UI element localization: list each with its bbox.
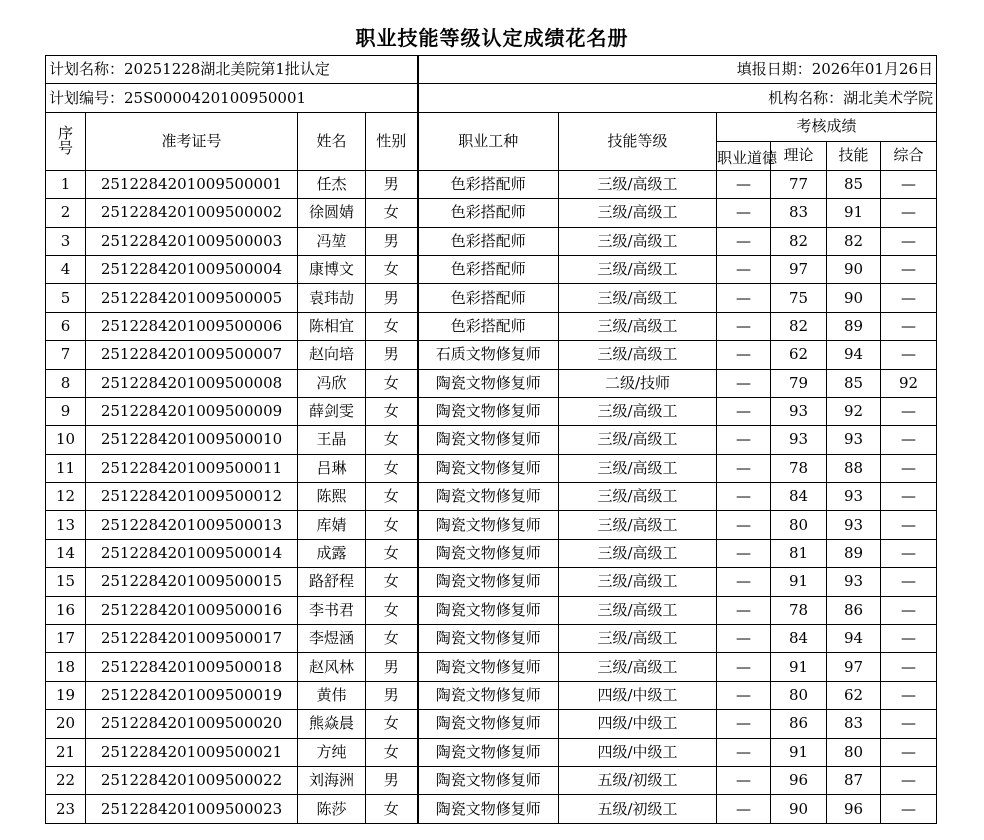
cell-level: 三级/高级工 (559, 312, 717, 340)
cell-level: 四级/中级工 (559, 681, 717, 709)
cell-prof: — (717, 397, 771, 425)
cell-seq: 3 (46, 227, 86, 255)
cell-gender: 女 (366, 397, 418, 425)
cell-ticket: 2512284201009500008 (86, 369, 298, 397)
table-row (46, 255, 937, 283)
cell-name: 袁玮劼 (298, 284, 366, 312)
table-row (46, 511, 937, 539)
cell-skill: 62 (827, 681, 881, 709)
cell-prof: — (717, 653, 771, 681)
cell-seq: 11 (46, 454, 86, 482)
cell-ticket: 2512284201009500006 (86, 312, 298, 340)
cell-seq: 4 (46, 255, 86, 283)
cell-occupation: 陶瓷文物修复师 (418, 426, 559, 454)
cell-overall: — (881, 539, 937, 567)
cell-name: 陈相宜 (298, 312, 366, 340)
table-row (46, 341, 937, 369)
cell-gender: 女 (366, 710, 418, 738)
cell-prof: — (717, 284, 771, 312)
cell-skill: 94 (827, 625, 881, 653)
table-row (46, 170, 937, 198)
header-occupation: 职业工种 (418, 112, 559, 170)
cell-occupation: 陶瓷文物修复师 (418, 766, 559, 794)
meta-row-2 (46, 84, 937, 112)
cell-theory: 90 (771, 795, 827, 823)
cell-skill: 93 (827, 426, 881, 454)
cell-seq: 19 (46, 681, 86, 709)
cell-occupation: 陶瓷文物修复师 (418, 568, 559, 596)
cell-seq: 21 (46, 738, 86, 766)
cell-prof: — (717, 341, 771, 369)
cell-ticket: 2512284201009500012 (86, 483, 298, 511)
table-row (46, 483, 937, 511)
cell-ticket: 2512284201009500009 (86, 397, 298, 425)
cell-level: 五级/初级工 (559, 766, 717, 794)
cell-name: 李煜涵 (298, 625, 366, 653)
table-row (46, 568, 937, 596)
cell-occupation: 石质文物修复师 (418, 341, 559, 369)
cell-gender: 男 (366, 227, 418, 255)
table-row (46, 199, 937, 227)
cell-theory: 82 (771, 227, 827, 255)
cell-level: 三级/高级工 (559, 255, 717, 283)
cell-overall: — (881, 568, 937, 596)
cell-occupation: 陶瓷文物修复师 (418, 397, 559, 425)
cell-gender: 女 (366, 369, 418, 397)
cell-level: 四级/中级工 (559, 710, 717, 738)
cell-gender: 女 (366, 795, 418, 823)
cell-ticket: 2512284201009500021 (86, 738, 298, 766)
cell-name: 薛剑雯 (298, 397, 366, 425)
cell-skill: 97 (827, 653, 881, 681)
cell-gender: 男 (366, 766, 418, 794)
cell-gender: 女 (366, 625, 418, 653)
cell-level: 三级/高级工 (559, 426, 717, 454)
cell-theory: 62 (771, 341, 827, 369)
cell-skill: 87 (827, 766, 881, 794)
cell-skill: 89 (827, 539, 881, 567)
cell-ticket: 2512284201009500015 (86, 568, 298, 596)
cell-gender: 女 (366, 199, 418, 227)
cell-ticket: 2512284201009500003 (86, 227, 298, 255)
cell-theory: 79 (771, 369, 827, 397)
cell-level: 三级/高级工 (559, 227, 717, 255)
cell-skill: 86 (827, 596, 881, 624)
cell-theory: 82 (771, 312, 827, 340)
cell-skill: 93 (827, 483, 881, 511)
cell-overall: — (881, 483, 937, 511)
cell-overall: — (881, 341, 937, 369)
cell-seq: 23 (46, 795, 86, 823)
cell-name: 康博文 (298, 255, 366, 283)
header-gender: 性别 (366, 112, 418, 170)
meta-row-1 (46, 56, 937, 84)
cell-occupation: 陶瓷文物修复师 (418, 539, 559, 567)
cell-gender: 女 (366, 511, 418, 539)
page-title: 职业技能等级认定成绩花名册 (355, 26, 629, 50)
cell-level: 三级/高级工 (559, 454, 717, 482)
cell-gender: 女 (366, 596, 418, 624)
cell-level: 三级/高级工 (559, 511, 717, 539)
cell-level: 二级/技师 (559, 369, 717, 397)
cell-gender: 男 (366, 653, 418, 681)
cell-name: 库婧 (298, 511, 366, 539)
cell-ticket: 2512284201009500004 (86, 255, 298, 283)
cell-seq: 6 (46, 312, 86, 340)
cell-ticket: 2512284201009500018 (86, 653, 298, 681)
cell-skill: 88 (827, 454, 881, 482)
table-row (46, 766, 937, 794)
table-row (46, 681, 937, 709)
cell-seq: 9 (46, 397, 86, 425)
cell-prof: — (717, 539, 771, 567)
header-name: 姓名 (298, 112, 366, 170)
cell-level: 三级/高级工 (559, 568, 717, 596)
cell-level: 三级/高级工 (559, 483, 717, 511)
cell-theory: 81 (771, 539, 827, 567)
cell-occupation: 陶瓷文物修复师 (418, 653, 559, 681)
cell-overall: — (881, 199, 937, 227)
cell-prof: — (717, 681, 771, 709)
header-score-group: 考核成绩 (717, 112, 937, 141)
cell-overall: 92 (881, 369, 937, 397)
cell-skill: 80 (827, 738, 881, 766)
cell-ticket: 2512284201009500016 (86, 596, 298, 624)
cell-skill: 82 (827, 227, 881, 255)
cell-overall: — (881, 766, 937, 794)
cell-seq: 12 (46, 483, 86, 511)
table-row (46, 710, 937, 738)
cell-ticket: 2512284201009500019 (86, 681, 298, 709)
table-row (46, 539, 937, 567)
cell-overall: — (881, 312, 937, 340)
cell-skill: 91 (827, 199, 881, 227)
cell-name: 冯堃 (298, 227, 366, 255)
cell-level: 三级/高级工 (559, 653, 717, 681)
cell-prof: — (717, 454, 771, 482)
cell-seq: 16 (46, 596, 86, 624)
cell-prof: — (717, 227, 771, 255)
cell-prof: — (717, 369, 771, 397)
cell-overall: — (881, 426, 937, 454)
cell-theory: 80 (771, 511, 827, 539)
cell-ticket: 2512284201009500002 (86, 199, 298, 227)
table-row (46, 454, 937, 482)
cell-gender: 男 (366, 341, 418, 369)
cell-overall: — (881, 397, 937, 425)
cell-ticket: 2512284201009500010 (86, 426, 298, 454)
cell-occupation: 色彩搭配师 (418, 312, 559, 340)
cell-name: 黄伟 (298, 681, 366, 709)
cell-name: 李书君 (298, 596, 366, 624)
cell-theory: 91 (771, 738, 827, 766)
header-score-overall: 综合 (881, 141, 937, 170)
cell-overall: — (881, 681, 937, 709)
cell-overall: — (881, 227, 937, 255)
cell-seq: 5 (46, 284, 86, 312)
plan-name: 计划名称：20251228湖北美院第1批认定 (46, 56, 418, 84)
table-row (46, 397, 937, 425)
cell-skill: 90 (827, 284, 881, 312)
cell-occupation: 陶瓷文物修复师 (418, 596, 559, 624)
cell-name: 刘海洲 (298, 766, 366, 794)
cell-theory: 75 (771, 284, 827, 312)
table-row (46, 284, 937, 312)
cell-gender: 男 (366, 681, 418, 709)
cell-theory: 91 (771, 653, 827, 681)
cell-seq: 15 (46, 568, 86, 596)
cell-skill: 85 (827, 170, 881, 198)
table-row (46, 738, 937, 766)
cell-overall: — (881, 170, 937, 198)
header-ticket: 准考证号 (86, 112, 298, 170)
cell-gender: 男 (366, 170, 418, 198)
cell-seq: 14 (46, 539, 86, 567)
cell-ticket: 2512284201009500011 (86, 454, 298, 482)
cell-theory: 84 (771, 625, 827, 653)
cell-ticket: 2512284201009500017 (86, 625, 298, 653)
cell-theory: 84 (771, 483, 827, 511)
cell-ticket: 2512284201009500014 (86, 539, 298, 567)
cell-prof: — (717, 426, 771, 454)
header-score-skill: 技能 (827, 141, 881, 170)
header-level: 技能等级 (559, 112, 717, 170)
cell-theory: 93 (771, 426, 827, 454)
cell-prof: — (717, 596, 771, 624)
cell-overall: — (881, 625, 937, 653)
cell-seq: 10 (46, 426, 86, 454)
cell-occupation: 陶瓷文物修复师 (418, 625, 559, 653)
cell-prof: — (717, 766, 771, 794)
cell-skill: 83 (827, 710, 881, 738)
cell-gender: 女 (366, 454, 418, 482)
cell-prof: — (717, 738, 771, 766)
cell-ticket: 2512284201009500022 (86, 766, 298, 794)
cell-gender: 女 (366, 312, 418, 340)
plan-number: 计划编号：25S0000420100950001 (46, 84, 418, 112)
cell-prof: — (717, 795, 771, 823)
cell-ticket: 2512284201009500005 (86, 284, 298, 312)
cell-occupation: 陶瓷文物修复师 (418, 681, 559, 709)
cell-level: 三级/高级工 (559, 199, 717, 227)
header-seq-label: 序 号 (57, 124, 73, 158)
table-row (46, 369, 937, 397)
cell-skill: 89 (827, 312, 881, 340)
cell-occupation: 色彩搭配师 (418, 255, 559, 283)
cell-name: 吕琳 (298, 454, 366, 482)
table-row (46, 596, 937, 624)
cell-skill: 90 (827, 255, 881, 283)
cell-prof: — (717, 312, 771, 340)
cell-level: 三级/高级工 (559, 397, 717, 425)
cell-gender: 女 (366, 426, 418, 454)
cell-level: 三级/高级工 (559, 170, 717, 198)
cell-name: 熊焱晨 (298, 710, 366, 738)
cell-theory: 93 (771, 397, 827, 425)
cell-occupation: 陶瓷文物修复师 (418, 738, 559, 766)
cell-theory: 83 (771, 199, 827, 227)
cell-level: 三级/高级工 (559, 341, 717, 369)
cell-theory: 77 (771, 170, 827, 198)
cell-seq: 8 (46, 369, 86, 397)
cell-overall: — (881, 255, 937, 283)
cell-level: 三级/高级工 (559, 596, 717, 624)
cell-prof: — (717, 199, 771, 227)
cell-ticket: 2512284201009500007 (86, 341, 298, 369)
cell-theory: 78 (771, 454, 827, 482)
cell-prof: — (717, 255, 771, 283)
cell-name: 陈莎 (298, 795, 366, 823)
cell-seq: 13 (46, 511, 86, 539)
cell-skill: 93 (827, 568, 881, 596)
cell-overall: — (881, 511, 937, 539)
cell-seq: 22 (46, 766, 86, 794)
cell-theory: 97 (771, 255, 827, 283)
cell-name: 赵风林 (298, 653, 366, 681)
cell-prof: — (717, 710, 771, 738)
cell-overall: — (881, 596, 937, 624)
header-score-prof: 职业道德 (717, 141, 771, 170)
cell-theory: 78 (771, 596, 827, 624)
cell-occupation: 陶瓷文物修复师 (418, 369, 559, 397)
cell-theory: 86 (771, 710, 827, 738)
cell-overall: — (881, 795, 937, 823)
cell-theory: 96 (771, 766, 827, 794)
org-name: 机构名称：湖北美术学院 (418, 84, 937, 112)
cell-gender: 女 (366, 568, 418, 596)
table-row (46, 426, 937, 454)
cell-skill: 96 (827, 795, 881, 823)
cell-level: 三级/高级工 (559, 625, 717, 653)
cell-gender: 女 (366, 255, 418, 283)
cell-skill: 93 (827, 511, 881, 539)
cell-overall: — (881, 738, 937, 766)
cell-seq: 18 (46, 653, 86, 681)
table-row (46, 625, 937, 653)
cell-ticket: 2512284201009500013 (86, 511, 298, 539)
cell-name: 徐圆婧 (298, 199, 366, 227)
cell-ticket: 2512284201009500001 (86, 170, 298, 198)
table-row (46, 227, 937, 255)
cell-prof: — (717, 568, 771, 596)
cell-seq: 2 (46, 199, 86, 227)
cell-skill: 94 (827, 341, 881, 369)
cell-overall: — (881, 284, 937, 312)
cell-name: 任杰 (298, 170, 366, 198)
cell-occupation: 色彩搭配师 (418, 170, 559, 198)
cell-gender: 女 (366, 738, 418, 766)
fill-date: 填报日期：2026年01月26日 (418, 56, 937, 84)
cell-occupation: 陶瓷文物修复师 (418, 795, 559, 823)
cell-name: 方纯 (298, 738, 366, 766)
cell-prof: — (717, 170, 771, 198)
cell-occupation: 色彩搭配师 (418, 227, 559, 255)
cell-name: 路舒程 (298, 568, 366, 596)
cell-level: 三级/高级工 (559, 539, 717, 567)
cell-level: 四级/中级工 (559, 738, 717, 766)
cell-overall: — (881, 710, 937, 738)
cell-prof: — (717, 625, 771, 653)
cell-ticket: 2512284201009500023 (86, 795, 298, 823)
cell-occupation: 陶瓷文物修复师 (418, 483, 559, 511)
cell-gender: 女 (366, 483, 418, 511)
cell-occupation: 陶瓷文物修复师 (418, 710, 559, 738)
cell-prof: — (717, 511, 771, 539)
cell-occupation: 陶瓷文物修复师 (418, 511, 559, 539)
cell-name: 赵向培 (298, 341, 366, 369)
cell-overall: — (881, 653, 937, 681)
cell-skill: 85 (827, 369, 881, 397)
cell-gender: 男 (366, 284, 418, 312)
cell-name: 王晶 (298, 426, 366, 454)
cell-occupation: 色彩搭配师 (418, 199, 559, 227)
table-row (46, 795, 937, 823)
cell-name: 陈熙 (298, 483, 366, 511)
cell-seq: 17 (46, 625, 86, 653)
cell-gender: 女 (366, 539, 418, 567)
cell-name: 成露 (298, 539, 366, 567)
cell-seq: 7 (46, 341, 86, 369)
header-score-theory: 理论 (771, 141, 827, 170)
header-row-1 (46, 112, 937, 141)
table-row (46, 653, 937, 681)
cell-ticket: 2512284201009500020 (86, 710, 298, 738)
cell-theory: 80 (771, 681, 827, 709)
cell-prof: — (717, 483, 771, 511)
cell-skill: 92 (827, 397, 881, 425)
cell-occupation: 色彩搭配师 (418, 284, 559, 312)
cell-occupation: 陶瓷文物修复师 (418, 454, 559, 482)
cell-name: 冯欣 (298, 369, 366, 397)
table-row (46, 312, 937, 340)
cell-overall: — (881, 454, 937, 482)
cell-theory: 91 (771, 568, 827, 596)
cell-level: 五级/初级工 (559, 795, 717, 823)
cell-seq: 1 (46, 170, 86, 198)
header-seq (46, 112, 86, 170)
cell-level: 三级/高级工 (559, 284, 717, 312)
cell-seq: 20 (46, 710, 86, 738)
score-roster-table (45, 55, 937, 824)
